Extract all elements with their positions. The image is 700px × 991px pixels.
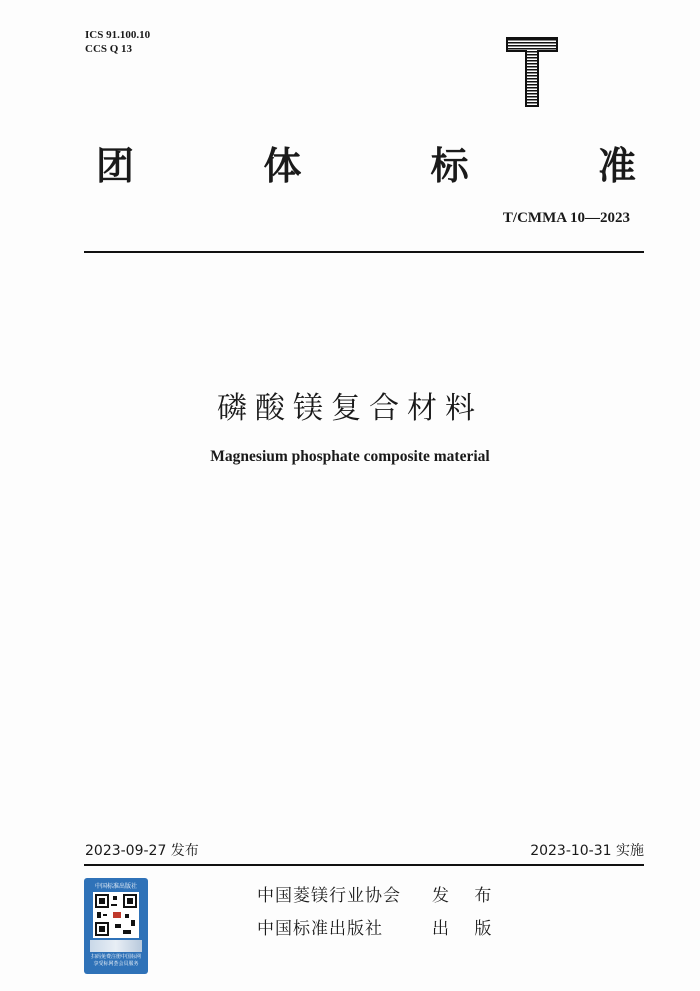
standard-type-letter-logo [505,36,559,108]
header-divider [84,251,644,253]
anti-counterfeit-label [84,878,148,974]
category-char-1: 团 [96,144,135,188]
ccs-code: CCS Q 13 [85,43,133,55]
title-english: Magnesium phosphate composite material [210,448,490,465]
publisher-row [257,880,501,913]
publisher-action: 发 布 [432,886,502,906]
qr-code-icon[interactable] [93,892,139,938]
publisher-org: 中国标准出版社 [257,919,383,939]
label-footer-line2: 享受标网荟会员服务 [93,961,139,967]
label-footer-line1: 扫码免费注册中国标网 [90,954,141,960]
ics-code: ICS 91.100.10 [85,29,151,41]
label-heading: 中国标准出版社 [94,883,137,890]
title-chinese: 磷酸镁复合材料 [217,391,483,426]
publisher-row [257,913,501,946]
standard-category-heading [96,135,636,190]
classification-codes [85,28,150,56]
category-char-3: 标 [430,144,469,188]
implementation-date: 2023-10-31 实施 [530,843,644,859]
standard-number: T/CMMA 10—2023 [502,210,630,226]
publishers [257,880,501,946]
category-char-4: 准 [597,144,636,188]
category-char-2: 体 [263,144,302,188]
publisher-action: 出 版 [432,919,502,939]
footer-divider [84,864,644,866]
label-footer [84,954,148,968]
publisher-org: 中国菱镁行业协会 [257,886,401,906]
issue-date: 2023-09-27 发布 [85,843,199,859]
hologram-strip [90,940,142,952]
